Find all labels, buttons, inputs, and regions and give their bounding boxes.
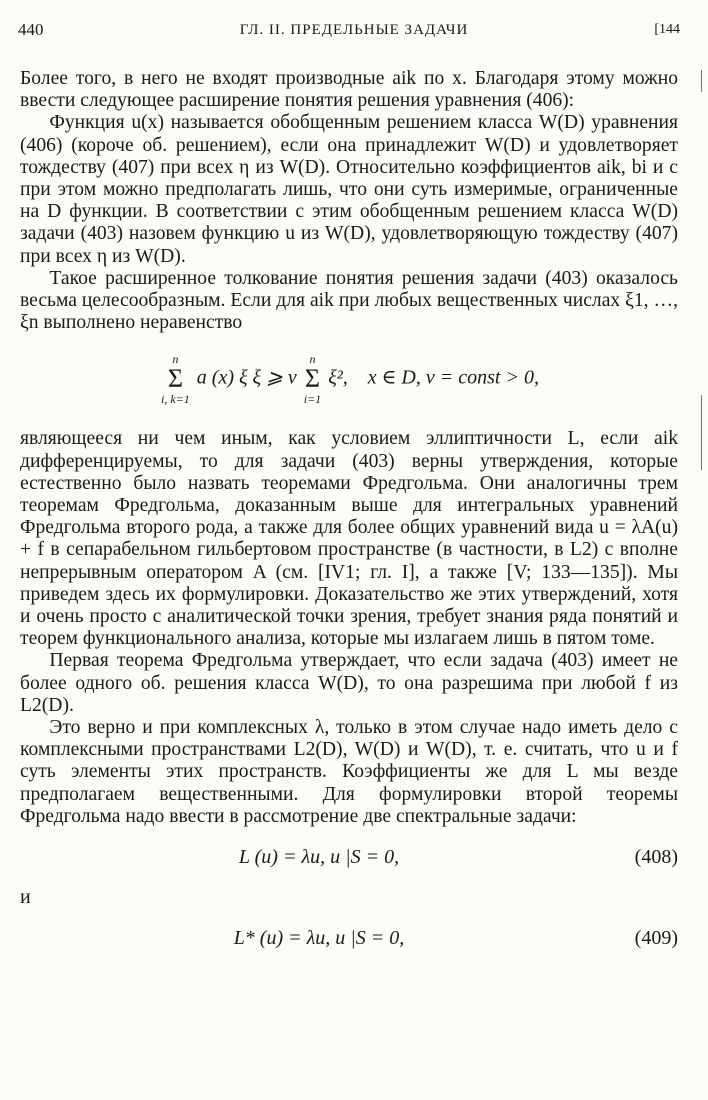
page-number: 440 (18, 20, 44, 39)
paragraph-6: Это верно и при комплексных λ, только в этом случае надо иметь дело с комплексными пространствами L2(D), W(D) и W(D), т. е. считать, что u и f суть элементы этих пространств. Коэффициенты же для L мы везде предполагаем вещественными. Для формулировки второй теоремы Фредгольма надо ввести в рассмотрение две спектральные задачи: (20, 717, 678, 827)
equation-409 (20, 927, 678, 949)
sum-symbol: n Σ i, k=1 (161, 352, 190, 407)
equation-number: (409) (634, 926, 678, 949)
inequality-right: ξ², (328, 367, 348, 390)
paragraph-5: Первая теорема Фредгольма утверждает, что если задача (403) имеет не более одного об. решения класса W(D), то она разрешима при любой f из L2(D). (20, 650, 678, 716)
paragraph-3: Такое расширенное толкование понятия решения задачи (403) оказалось весьма целесообразным. Если для aik при любых вещественных числах ξ1, …, ξn выполнено неравенство (20, 267, 678, 334)
margin-mark (701, 70, 702, 92)
section-number: [144 (654, 22, 680, 37)
paragraph-1: Более того, в него не входят производные aik по x. Благодаря этому можно ввести следующее расширение понятия решения уравнения (406): (20, 68, 678, 112)
equation-expression: L* (u) = λu, u |S = 0, (233, 926, 405, 949)
equation-expression: L (u) = λu, u |S = 0, (238, 846, 400, 869)
equation-408 (20, 846, 678, 868)
running-header (18, 20, 690, 44)
sum-symbol: n Σ i=1 (303, 352, 322, 407)
paragraph-4: являющееся ни чем иным, как условием эллиптичности L, если aik дифференцируемы, то для задачи (403) верны утверждения, которые естественно было назвать теоремами Фредгольма. Они аналогичны трем теоремам Фредгольма, доказанным выше для интегральных уравнений Фредгольма второго рода, а также для более общих уравнений вида u = λA(u) + f в сепарабельном гильбертовом пространстве (в частности, в L2) с вполне непрерывным оператором A (см. [IV1; гл. I], а также [V; 133—135]). Мы приведем здесь их формулировки. Доказательство же этих утверждений, хотя и очень просто с аналитической точки зрения, требует знания ряда понятий и теорем функционального анализа, которые мы излагаем лишь в пятом томе. (20, 428, 678, 650)
ellipticity-inequality (20, 352, 678, 406)
inequality-left: a (x) ξ ξ ⩾ ν (196, 367, 297, 390)
text-body (20, 68, 678, 967)
margin-mark (701, 395, 702, 470)
inequality-condition: x ∈ D, ν = const > 0, (367, 367, 539, 390)
chapter-title: ГЛ. II. ПРЕДЕЛЬНЫЕ ЗАДАЧИ (239, 22, 469, 38)
conjunction: и (20, 886, 31, 909)
paragraph-2: Функция u(x) называется обобщенным решением класса W(D) уравнения (406) (короче об. решением), если она принадлежит W(D) и удовлетворяет тождеству (407) при всех η из W(D). Относительно коэффициентов aik, bi и c при этом можно предполагать лишь, что они суть измеримые, ограниченные на D функции. В соответствии с этим обобщенным решением класса W(D) задачи (403) назовем функцию u из W(D), удовлетворяющую тождеству (407) при всех η из W(D). (20, 112, 678, 267)
equation-number: (408) (634, 846, 678, 869)
